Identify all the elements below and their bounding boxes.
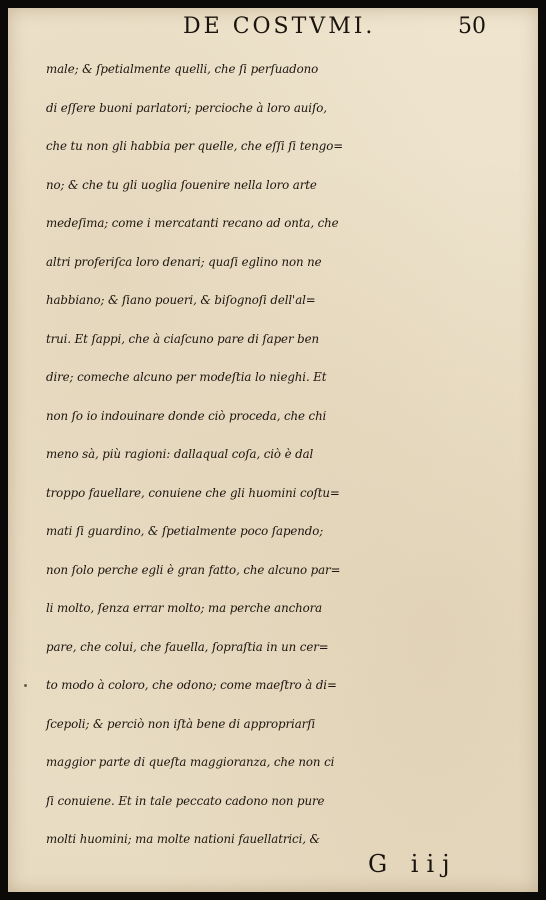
text-line: altri proferiſca loro denari; quaſi eglino non ne [46, 254, 322, 269]
text-line: di eſſere buoni parlatori; percioche à loro auiſo, [46, 100, 327, 115]
text-line: no; & che tu gli uoglia ſouenire nella loro arte [46, 177, 317, 192]
book-page [8, 8, 538, 892]
text-line: non ſolo perche egli è gran fatto, che alcuno par= [46, 562, 341, 577]
text-line: male; & ſpetialmente quelli, che ſi perſuadono [46, 62, 319, 76]
text-line: meno sà, più ragioni: dallaqual coſa, ciò è dal [46, 447, 314, 461]
signature-mark: G iij [368, 850, 458, 878]
text-line: trui. Et ſappi, che à ciaſcuno pare di ſaper ben [46, 331, 319, 346]
text-line: dire; comeche alcuno per modeſtia lo nieghi. Et [46, 370, 327, 384]
text-line: troppo fauellare, conuiene che gli huomini coſtu= [46, 485, 340, 500]
text-line: mati ſi guardino, & ſpetialmente poco ſapendo; [46, 524, 324, 538]
page-number: 50 [458, 14, 486, 39]
text-line: to modo à coloro, che odono; come maeſtro à di= [46, 678, 337, 692]
text-line: che tu non gli habbia per quelle, che eſſi ſi tengo= [46, 139, 344, 153]
text-line: non ſo io indouinare donde ciò proceda, che chi [46, 408, 327, 423]
text-line: maggior parte di queſta maggioranza, che non ci [46, 755, 335, 769]
text-line: medeſima; come i mercatanti recano ad onta, che [46, 216, 339, 230]
text-line: pare, che colui, che fauella, ſopraſtia in un cer= [46, 639, 329, 654]
text-line: molti huomini; ma molte nationi fauellatrici, & [46, 832, 320, 846]
text-line: ſi conuiene. Et in tale peccato cadono non pure [46, 793, 325, 808]
ink-speck [24, 684, 27, 687]
text-line: habbiano; & ſiano poueri, & biſognoſi dell'al= [46, 293, 316, 307]
text-line: li molto, ſenza errar molto; ma perche anchora [46, 601, 323, 615]
body-text [46, 50, 526, 859]
text-line: ſcepoli; & perciò non iſtà bene di appropriarſi [46, 716, 316, 731]
running-head: DE COSTVMI. [183, 14, 376, 39]
